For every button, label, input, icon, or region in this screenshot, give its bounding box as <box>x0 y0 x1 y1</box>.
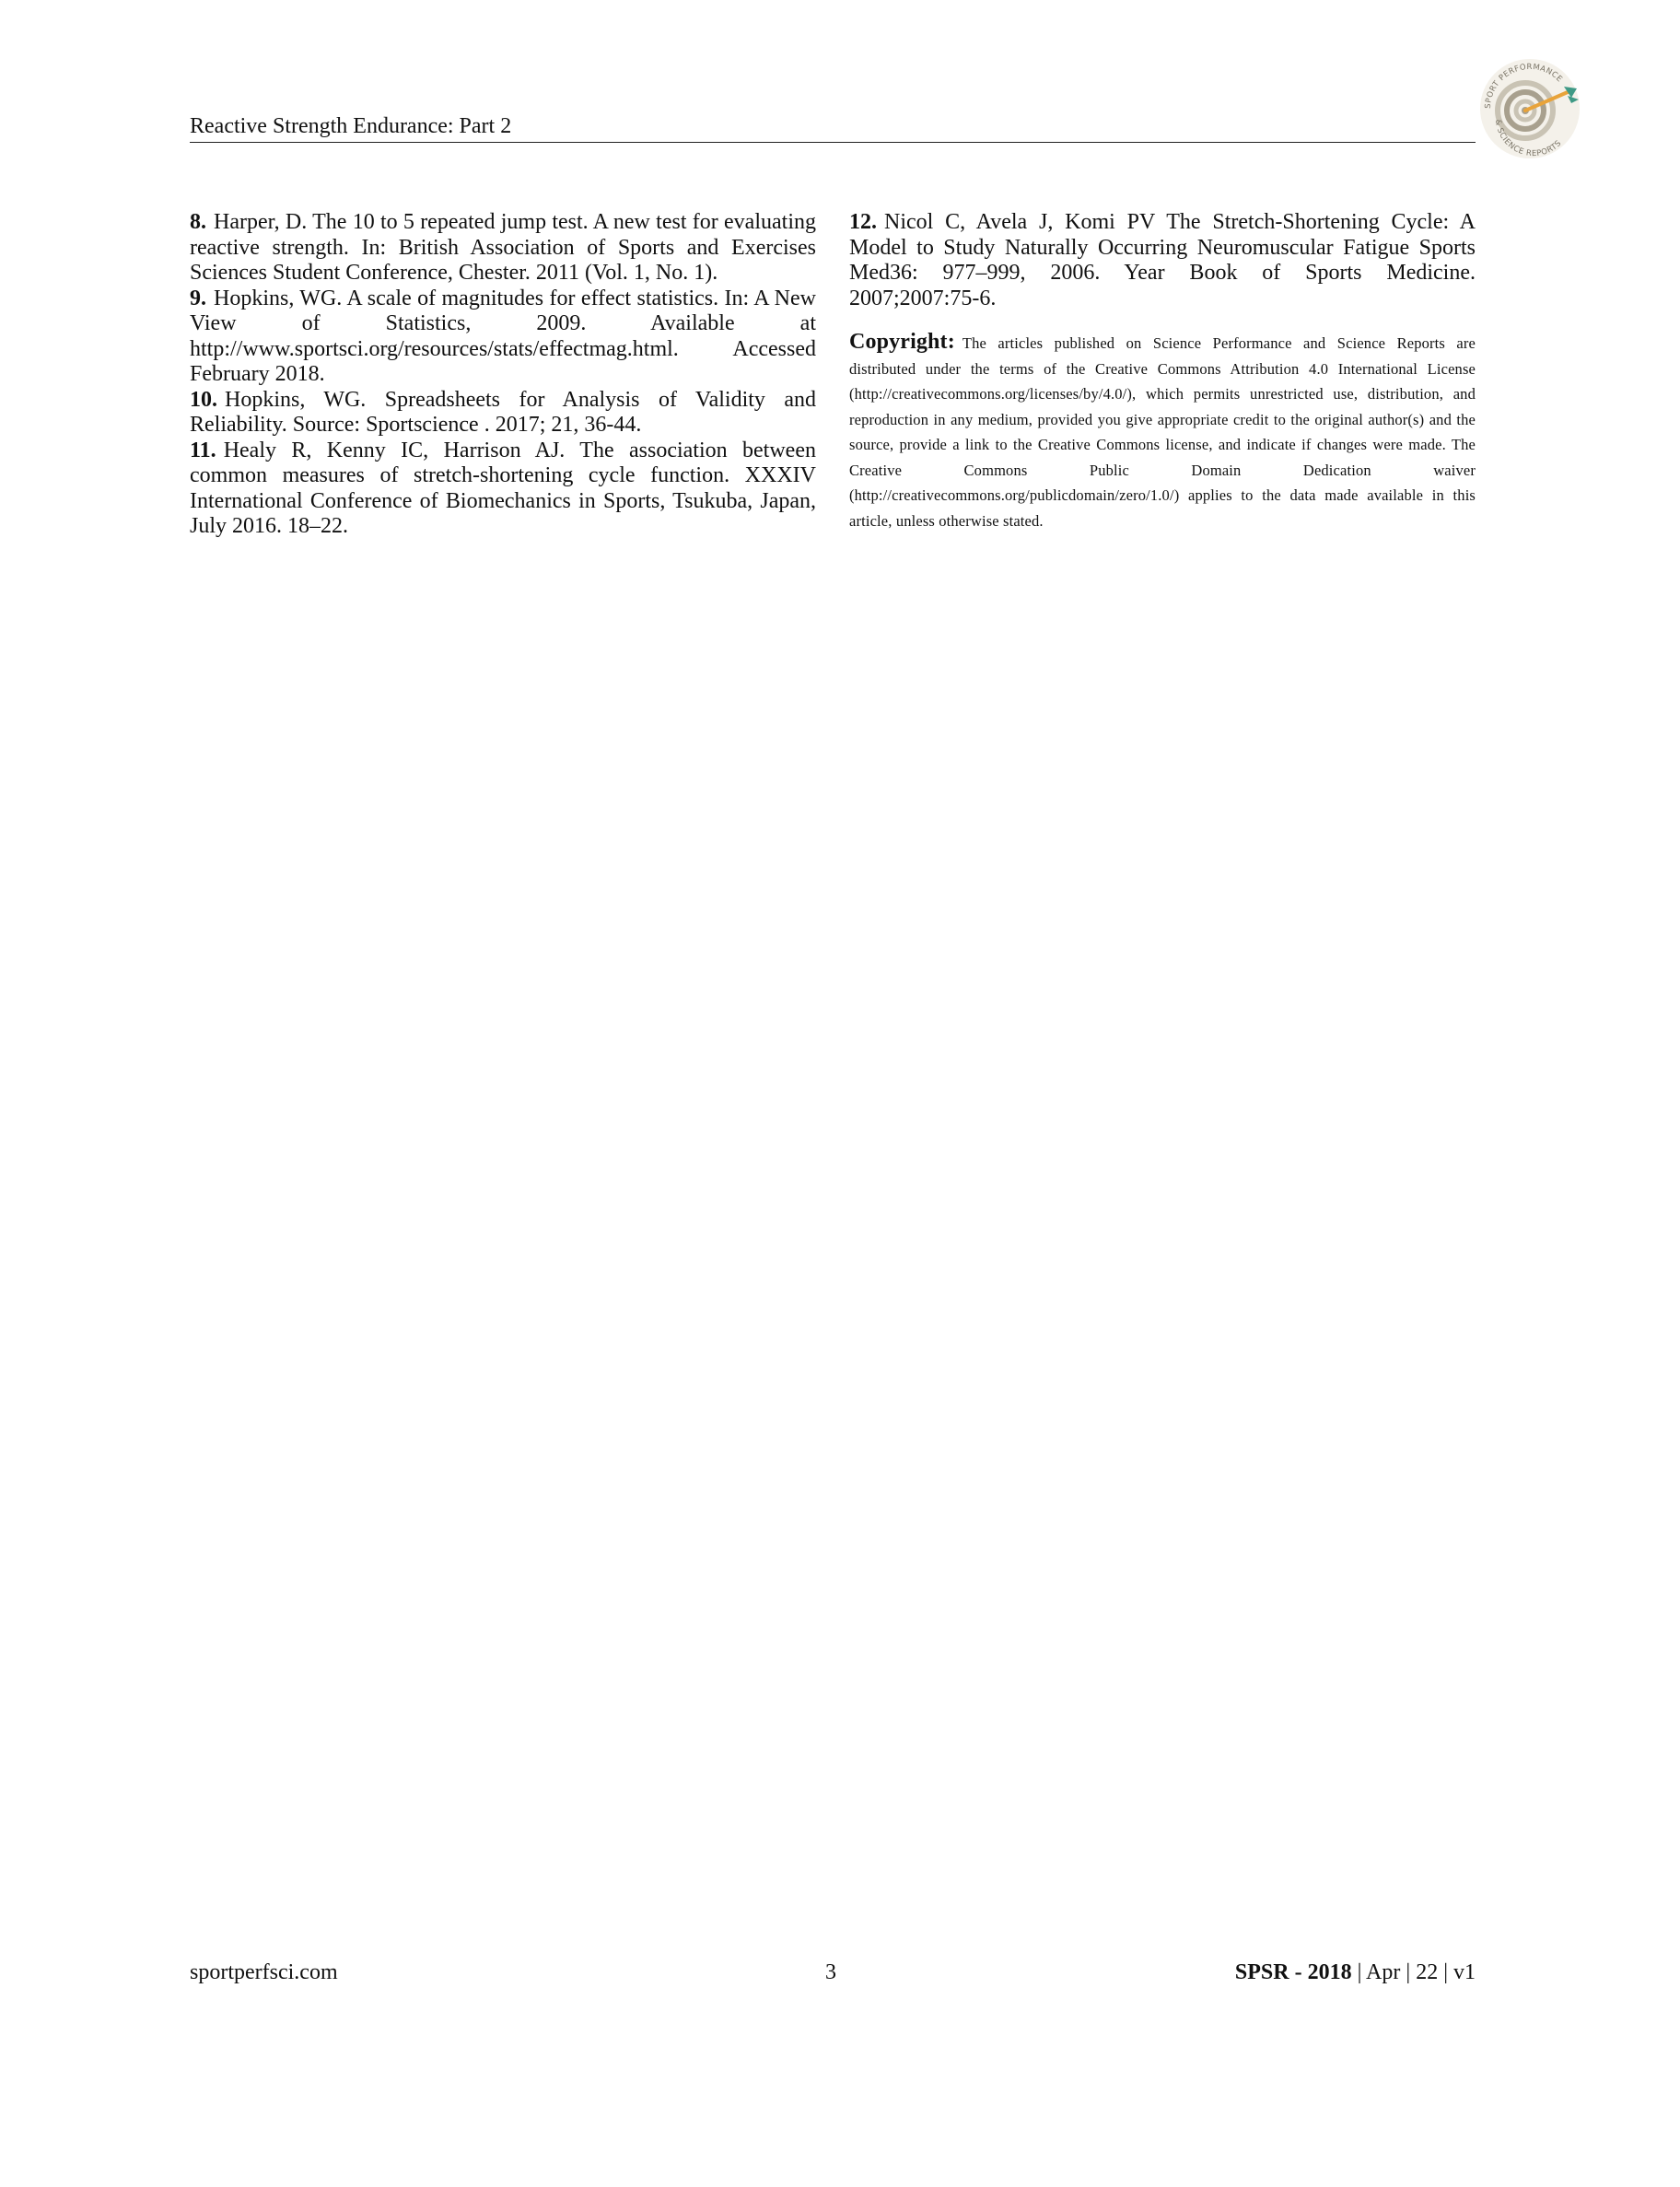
running-head <box>190 111 1476 143</box>
reference-item <box>190 287 816 388</box>
page-footer <box>190 1959 1476 1986</box>
reference-number: 8. <box>190 210 206 234</box>
reference-item <box>190 210 816 287</box>
journal-info <box>1235 1959 1476 1986</box>
copyright-notice <box>849 330 1476 533</box>
journal-name-year: SPSR - 2018 <box>1234 1960 1352 1984</box>
logo-text-bottom: & SCIENCE REPORTS <box>1492 119 1564 159</box>
reference-text: Hopkins, WG. Spreadsheets for Analysis of Validity and Reliability. Source: Sportscience . 2017; 21, 36-44. <box>190 387 816 437</box>
journal-logo <box>1476 52 1584 160</box>
journal-issue: | Apr | 22 | v1 <box>1351 1960 1476 1984</box>
reference-number: 9. <box>190 286 206 310</box>
reference-item <box>190 439 816 540</box>
copyright-label: Copyright: <box>849 330 955 354</box>
references-left-column <box>190 210 816 540</box>
logo-text-top: SPORT PERFORMANCE <box>1483 62 1565 110</box>
target-arrow-logo-icon <box>1476 52 1584 160</box>
reference-number: 12. <box>849 210 877 234</box>
reference-number: 10. <box>190 387 217 412</box>
footer-site-link[interactable]: sportperfsci.com <box>190 1960 338 1984</box>
reference-text: Harper, D. The 10 to 5 repeated jump test. A new test for evaluating reactive strength. In: British Association of Sports and Exercises Sciences Student Conference, Chester. 2011 (Vol. 1, No. 1). <box>190 210 816 285</box>
reference-item <box>190 388 816 439</box>
running-title: Reactive Strength Endurance: Part 2 <box>190 114 512 138</box>
reference-number: 11. <box>190 438 216 462</box>
reference-text: Hopkins, WG. A scale of magnitudes for effect statistics. In: A New View of Statistics, 2009. Available at http://www.sportsci.org/resources/stats/effectmag.html. Accessed February 2018. <box>190 286 816 386</box>
reference-text: Nicol C, Avela J, Komi PV The Stretch-Shortening Cycle: A Model to Study Naturally Occurring Neuromuscular Fatigue Sports Med36: 977–999, 2006. Year Book of Sports Medicine. 2007;2007:75-6. <box>849 210 1476 310</box>
copyright-text: The articles published on Science Performance and Science Reports are distributed under the terms of the Creative Commons Attribution 4.0 International License (http://creativecommons.org/licenses/by/4.0/), which permits unrestricted use, distribution, and reproduction in any medium, provided you give appropriate credit to the original author(s) and the source, provide a link to the Creative Commons license, and indicate if changes were made. The Creative Commons Public Domain Dedication waiver (http://creativecommons.org/publicdomain/zero/1.0/) applies to the data made available in this article, unless otherwise stated. <box>849 334 1476 530</box>
references-right-column <box>849 210 1476 549</box>
reference-text: Healy R, Kenny IC, Harrison AJ. The association between common measures of stretch-shortening cycle function. XXXIV International Conference of Biomechanics in Sports, Tsukuba, Japan, July 2016. 18–22. <box>190 438 816 538</box>
page-number: 3 <box>825 1960 836 1984</box>
reference-item <box>849 210 1476 311</box>
